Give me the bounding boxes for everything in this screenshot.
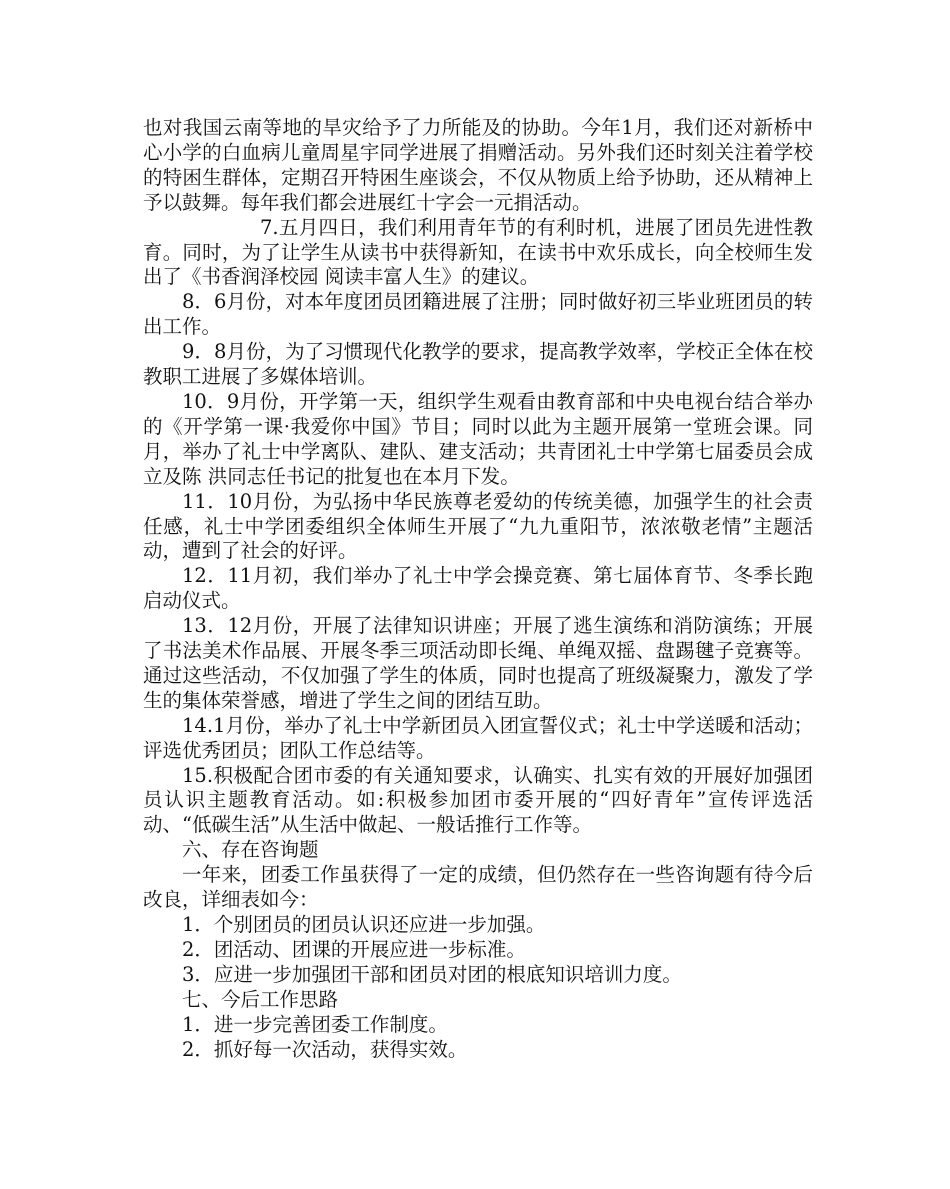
paragraph-item-15: 15.积极配合团市委的有关通知要求，认确实、扎实有效的开展好加强团员认识主题教育活动。如:积极参加团市委开展的“四好青年”宣传评选活动、“低碳生活”从生活中做起、一般话推行工作等。 bbox=[143, 763, 813, 837]
paragraph-item-11: 11．10月份，为弘扬中华民族尊老爱幼的传统美德，加强学生的社会责任感，礼士中学团委组织全体师生开展了“九九重阳节，浓浓敬老情”主题活动，遭到了社会的好评。 bbox=[143, 489, 813, 563]
document-body bbox=[143, 116, 813, 1062]
paragraph-continued: 也对我国云南等地的旱灾给予了力所能及的协助。今年1月，我们还对新桥中心小学的白血病儿童周星宇同学进展了捐赠活动。另外我们还时刻关注着学校的特困生群体，定期召开特困生座谈会，不仅从物质上给予协助，还从精神上予以鼓舞。每年我们都会进展红十字会一元捐活动。 bbox=[143, 116, 813, 214]
paragraph-item-7: 7.五月四日，我们利用青年节的有利时机，进展了团员先进性教育。同时，为了让学生从读书中获得新知，在读书中欢乐成长，向全校师生发出了《书香润泽校园 阅读丰富人生》的建议。 bbox=[143, 215, 813, 289]
problem-item-2: 2．团活动、团课的开展应进一步标准。 bbox=[182, 937, 526, 961]
paragraph-item-12: 12．11月初，我们举办了礼士中学会操竞赛、第七届体育节、冬季长跑启动仪式。 bbox=[143, 564, 813, 613]
paragraph-item-9: 9．8月份，为了习惯现代化教学的要求，提高教学效率，学校正全体在校教职工进展了多媒体培训。 bbox=[143, 340, 813, 389]
section-heading-future-plans: 七、今后工作思路 bbox=[182, 987, 339, 1011]
problem-item-1: 1．个别团员的团员认识还应进一步加强。 bbox=[182, 913, 546, 936]
paragraph-problems-intro: 一年来，团委工作虽获得了一定的成绩，但仍然存在一些咨询题有待今后改良，详细表如今： bbox=[143, 863, 813, 912]
paragraph-item-8: 8．6月份，对本年度团员团籍进展了注册；同时做好初三毕业班团员的转出工作。 bbox=[143, 290, 813, 339]
paragraph-item-10: 10．9月份，开学第一天，组织学生观看由教育部和中央电视台结合举办的《开学第一课·我爱你中国》节目；同时以此为主题开展第一堂班会课。同月，举办了礼士中学离队、建队、建支活动；共青团礼士中学第七届委员会成立及陈 洪同志任书记的批复也在本月下发。 bbox=[143, 389, 813, 488]
plan-item-1: 1．进一步完善团委工作制度。 bbox=[182, 1012, 448, 1036]
section-heading-problems: 六、存在咨询题 bbox=[182, 838, 319, 862]
paragraph-item-13: 13．12月份，开展了法律知识讲座；开展了逃生演练和消防演练；开展了书法美术作品展、开展冬季三项活动即长绳、单绳双摇、盘踢毽子竞赛等。通过这些活动，不仅加强了学生的体质，同时也提高了班级凝聚力，激发了学生的集体荣誉感，增进了学生之间的团结互助。 bbox=[143, 614, 813, 712]
problem-item-3: 3．应进一步加强团干部和团员对团的根底知识培训力度。 bbox=[182, 962, 682, 986]
paragraph-item-14: 14.1月份，举办了礼士中学新团员入团宣誓仪式；礼士中学送暖和活动；评选优秀团员；团队工作总结等。 bbox=[143, 713, 813, 762]
plan-item-2: 2．抓好每一次活动，获得实效。 bbox=[182, 1037, 468, 1061]
